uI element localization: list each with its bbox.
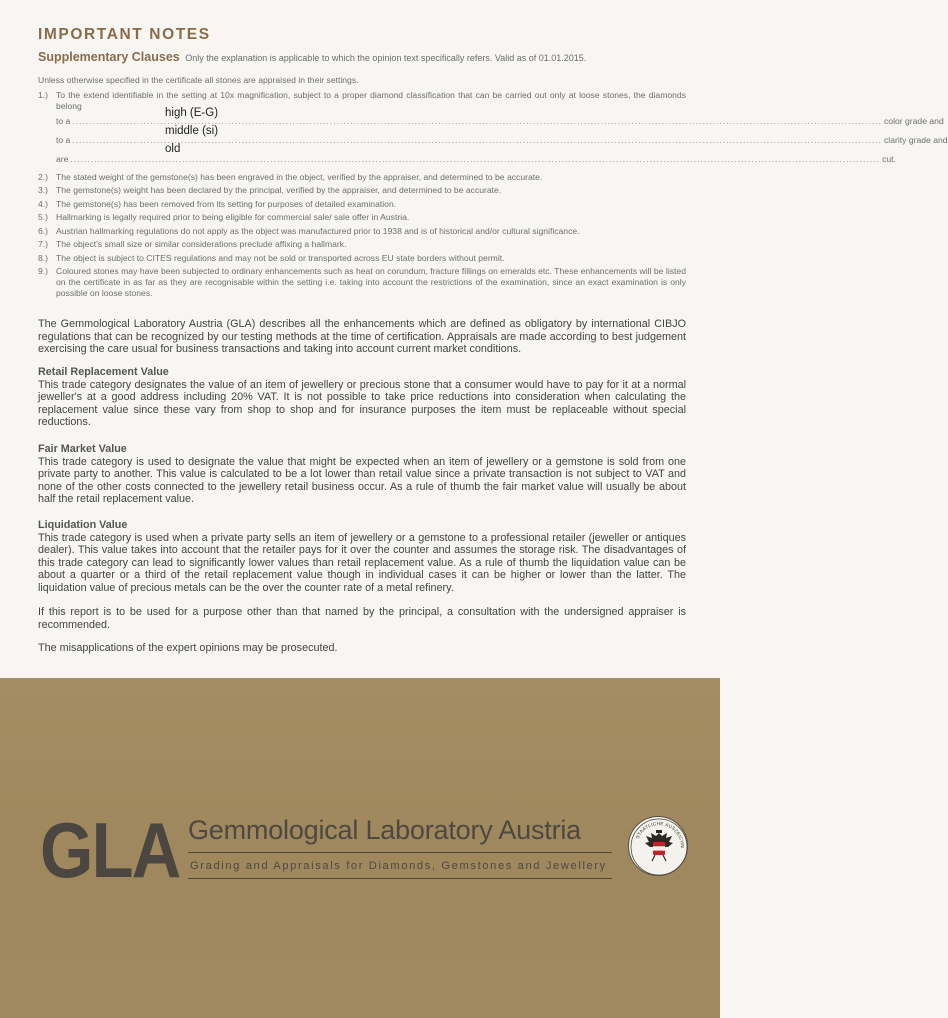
footer-panel: [0, 678, 720, 1018]
clause-text: To the extend identifiable in the setting at 10x magnification, subject to a proper diamond classification that can be carried out only at loose stones, the diamonds belong: [56, 90, 686, 111]
seal-graphic: [629, 817, 689, 877]
clause-text: Hallmarking is legally required prior to being eligible for commercial sale/ sale offer in Austria.: [56, 212, 410, 222]
clause-number: 2.): [38, 171, 49, 182]
liquidation-section: [38, 519, 686, 595]
row-suffix: cut.: [882, 153, 896, 164]
seal-ring-text-path: STAATLICHE AUSZEICHN: [634, 820, 686, 849]
handwritten-color-grade: high (E-G): [165, 107, 219, 119]
clause-number: 7.): [38, 239, 49, 249]
gla-paragraph: The Gemmological Laboratory Austria (GLA) describes all the enhancements which are defined as obligatory by international CIBJO regulations that can be recognized by our testing methods at the time of certification. Appraisals are made according to best judgement exercising the care usual for business transactions and taking into account current market conditions.: [38, 318, 686, 356]
fair-market-text: This trade category is used to designate the value that might be expected when an item of jewellery or a gemstone is sold from one private party to another. This value is calculated to be a lot lower than retail value since a private transaction is not subject to VAT and none of the other costs connected to the jewellery retail business occur. As a rule of thumb the fair market value will usually be about half the retail replacement value.: [38, 455, 686, 506]
page-title: IMPORTANT NOTES: [38, 26, 211, 43]
clause-5: [38, 212, 686, 223]
clause-8: [38, 253, 686, 264]
clarity-grade-row: [56, 134, 948, 145]
clause-number: 6.): [38, 225, 49, 236]
clause-text: The stated weight of the gemstone(s) has been engraved in the object, verified by the appraiser, and determined to be accurate.: [56, 171, 543, 182]
row-prefix: are: [56, 153, 69, 164]
clause-number: 3.): [38, 185, 49, 195]
dotted-line: ...............................................................................................................................................................................................................................................: [70, 153, 881, 164]
cut-row: [56, 153, 896, 164]
row-prefix: to a: [56, 134, 71, 145]
clauses-list: [38, 90, 948, 302]
clause-number: 4.): [38, 198, 49, 209]
divider-bottom: [188, 878, 612, 879]
clause-6: [38, 226, 686, 237]
misapplication-note: The misapplications of the expert opinions may be prosecuted.: [38, 642, 338, 654]
fair-market-heading: Fair Market Value: [38, 443, 127, 455]
liquidation-text: This trade category is used when a private party sells an item of jewellery or a gemstone to a professional retailer (jeweller or antiques dealer). This value takes into account that the retailer pays for it over the counter and assumes the storage risk. The disadvantages of this trade category can lead to significantly lower values than retail replacement value. As a rule of thumb the liquidation value can be about a quarter or a third of the retail replacement value though in individual cases it can be higher or lower than the latter. The liquidation value of precious metals can be the over the counter rate of a metal refinery.: [38, 531, 686, 594]
retail-heading: Retail Replacement Value: [38, 366, 169, 378]
dotted-line: ...............................................................................................................................................................................................................................................: [72, 134, 882, 145]
clause-text: The gemstone(s) weight has been declared by the principal, verified by the appraiser, and determined to be accurate.: [56, 185, 502, 195]
supplementary-heading: Supplementary Clauses: [38, 50, 180, 64]
clause-2: [38, 172, 686, 183]
retail-section: [38, 366, 686, 429]
fair-market-section: [38, 443, 686, 506]
row-suffix: clarity grade and: [884, 134, 948, 145]
gla-logo: GLA: [40, 806, 180, 894]
clause-4: [38, 199, 686, 210]
lab-name: Gemmological Laboratory Austria: [188, 815, 581, 845]
clause-1: [38, 90, 686, 112]
divider-top: [188, 852, 612, 853]
color-grade-row: [56, 115, 944, 126]
retail-text: This trade category designates the value of an item of jewellery or precious stone that a consumer would have to pay for it at a normal jeweller's at a good address including 20% VAT. It is not possible to take price reductions into consideration when calculating the replacement value since these vary from shop to shop and for insurance purposes the item must be replaceable without special reductions.: [38, 378, 686, 429]
clause-text: Austrian hallmarking regulations do not apply as the object was manufactured prior to 1938 and is of historical and/or cultural significance.: [56, 225, 580, 236]
clause-text: The object's small size or similar considerations preclude affixing a hallmark.: [56, 239, 347, 249]
clause-7: [38, 239, 686, 250]
row-prefix: to a: [56, 115, 71, 126]
clause-text: The gemstone(s) has been removed from its setting for purposes of detailed examination.: [56, 198, 397, 209]
austrian-eagle-seal-icon: [628, 816, 688, 876]
supplementary-line: [38, 50, 586, 64]
clause-number: 1.): [38, 90, 49, 100]
clause-3: [38, 185, 686, 196]
handwritten-clarity-grade: middle (si): [165, 125, 219, 137]
clause-number: 8.): [38, 252, 49, 263]
clause-text: The object is subject to CITES regulations and may not be sold or transported across EU state borders without permit.: [56, 252, 505, 263]
lab-tagline: Grading and Appraisals for Diamonds, Gemstones and Jewellery: [190, 860, 607, 872]
clause-number: 9.): [38, 266, 49, 276]
clause-items: [38, 172, 686, 300]
handwritten-cut-grade: old: [165, 143, 181, 155]
row-suffix: color grade and: [884, 115, 944, 126]
dotted-line: ...............................................................................................................................................................................................................................................: [72, 115, 882, 126]
liquidation-heading: Liquidation Value: [38, 519, 128, 531]
supplementary-text: Only the explanation is applicable to which the opinion text specifically refers. Valid as of 01.01.2015.: [185, 53, 587, 63]
consultation-note: If this report is to be used for a purpose other than that named by the principal, a consultation with the undersigned appraiser is recommended.: [38, 606, 686, 631]
clause-number: 5.): [38, 212, 49, 222]
clause-9: [38, 266, 686, 299]
clause-text: Coloured stones may have been subjected to ordinary enhancements such as heat on corundum, fracture fillings on emeralds etc. These enhancements will be listed on the certificate in as far as they are recognisable within the setting i.e. taking into account the restrictions of the examination, since an exact examination is only possible on loose stones.: [56, 266, 686, 298]
intro-text: Unless otherwise specified in the certificate all stones are appraised in their settings.: [38, 75, 359, 85]
